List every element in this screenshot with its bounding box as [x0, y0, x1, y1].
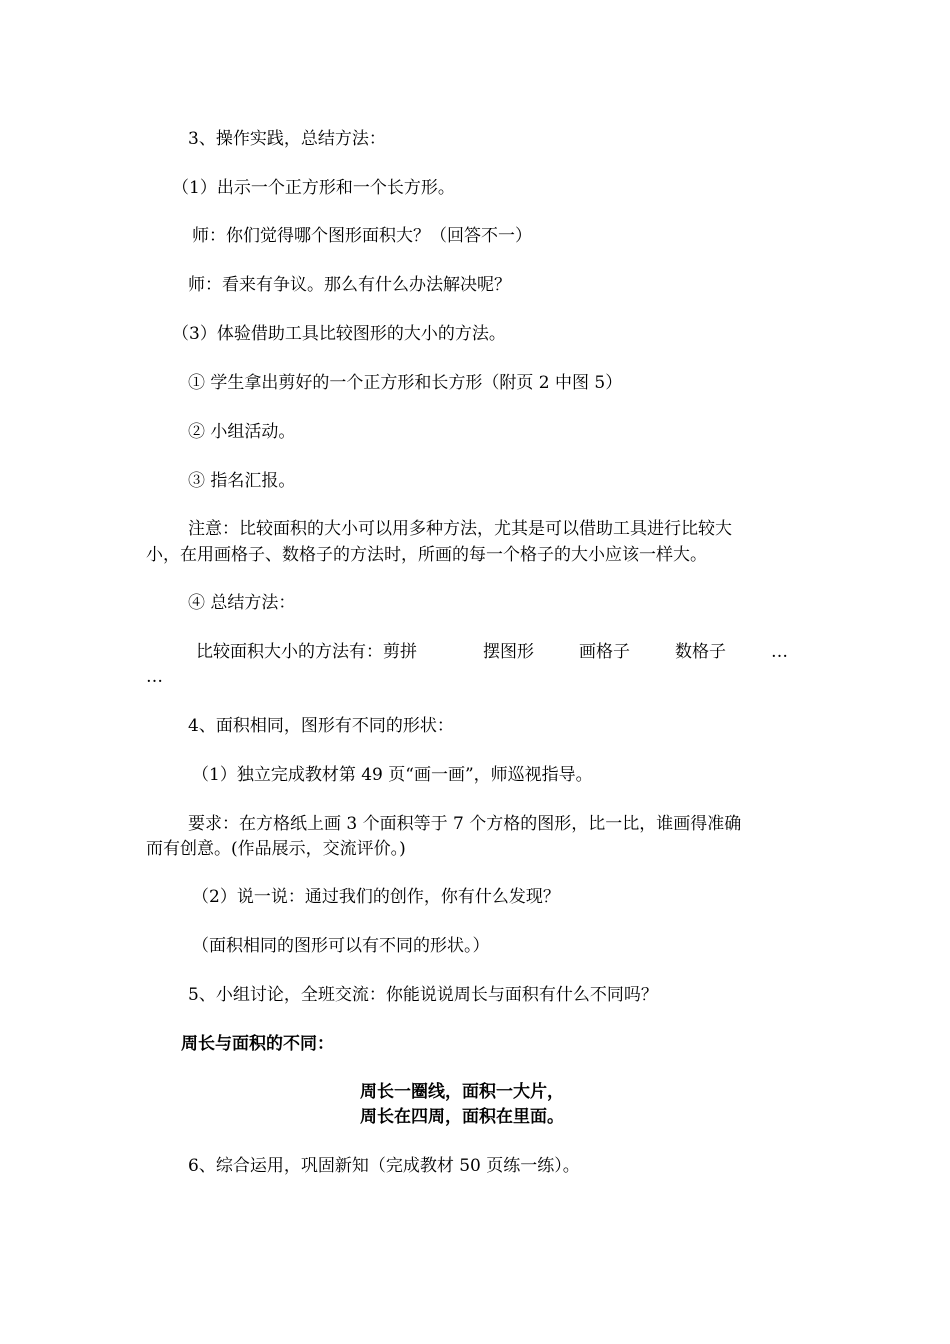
methods-ellipsis-2: …: [146, 667, 163, 687]
verse-line-2: 周长在四周，面积在里面。: [360, 1107, 564, 1127]
step-1: ① 学生拿出剪好的一个正方形和长方形（附页 2 中图 5）: [188, 373, 623, 393]
teacher-question: 师：你们觉得哪个图形面积大？（回答不一）: [192, 226, 532, 246]
verse-line-1: 周长一圈线，面积一大片，: [360, 1082, 564, 1102]
step-2: ② 小组活动。: [188, 422, 296, 442]
section-6-title: 6、综合运用，巩固新知（完成教材 50 页练一练）。: [188, 1156, 580, 1176]
methods-prefix: 比较面积大小的方法有：剪拼: [196, 642, 417, 662]
note-line-2: 小，在用画格子、数格子的方法时，所画的每一个格子的大小应该一样大。: [146, 545, 707, 565]
method-arrange: 摆图形: [483, 642, 534, 662]
section-3-item-3: （3）体验借助工具比较图形的大小的方法。: [172, 324, 506, 344]
methods-ellipsis-1: …: [771, 642, 788, 662]
note-line-1: 注意：比较面积的大小可以用多种方法，尤其是可以借助工具进行比较大: [188, 519, 732, 539]
section-4-item-2: （2）说一说：通过我们的创作，你有什么发现？: [192, 887, 560, 907]
section-4-answer: （面积相同的图形可以有不同的形状。）: [192, 936, 490, 956]
teacher-question-2: 师：看来有争议。那么有什么办法解决呢？: [188, 275, 511, 295]
section-4-item-1: （1）独立完成教材第 49 页“画一画”，师巡视指导。: [192, 765, 593, 785]
requirement-line-1: 要求：在方格纸上画 3 个面积等于 7 个方格的图形，比一比，谁画得准确: [188, 814, 742, 834]
section-3-item-1: （1）出示一个正方形和一个长方形。: [172, 178, 455, 198]
section-5-title: 5、小组讨论，全班交流：你能说说周长与面积有什么不同吗？: [188, 985, 658, 1005]
requirement-line-2: 而有创意。(作品展示，交流评价。): [146, 839, 406, 859]
section-4-title: 4、面积相同，图形有不同的形状：: [188, 716, 454, 736]
difference-heading: 周长与面积的不同：: [181, 1034, 334, 1054]
step-3: ③ 指名汇报。: [188, 471, 296, 491]
section-3-title: 3、操作实践，总结方法：: [188, 129, 386, 149]
step-4: ④ 总结方法：: [188, 593, 296, 613]
method-draw-grid: 画格子: [579, 642, 630, 662]
method-count-grid: 数格子: [675, 642, 726, 662]
